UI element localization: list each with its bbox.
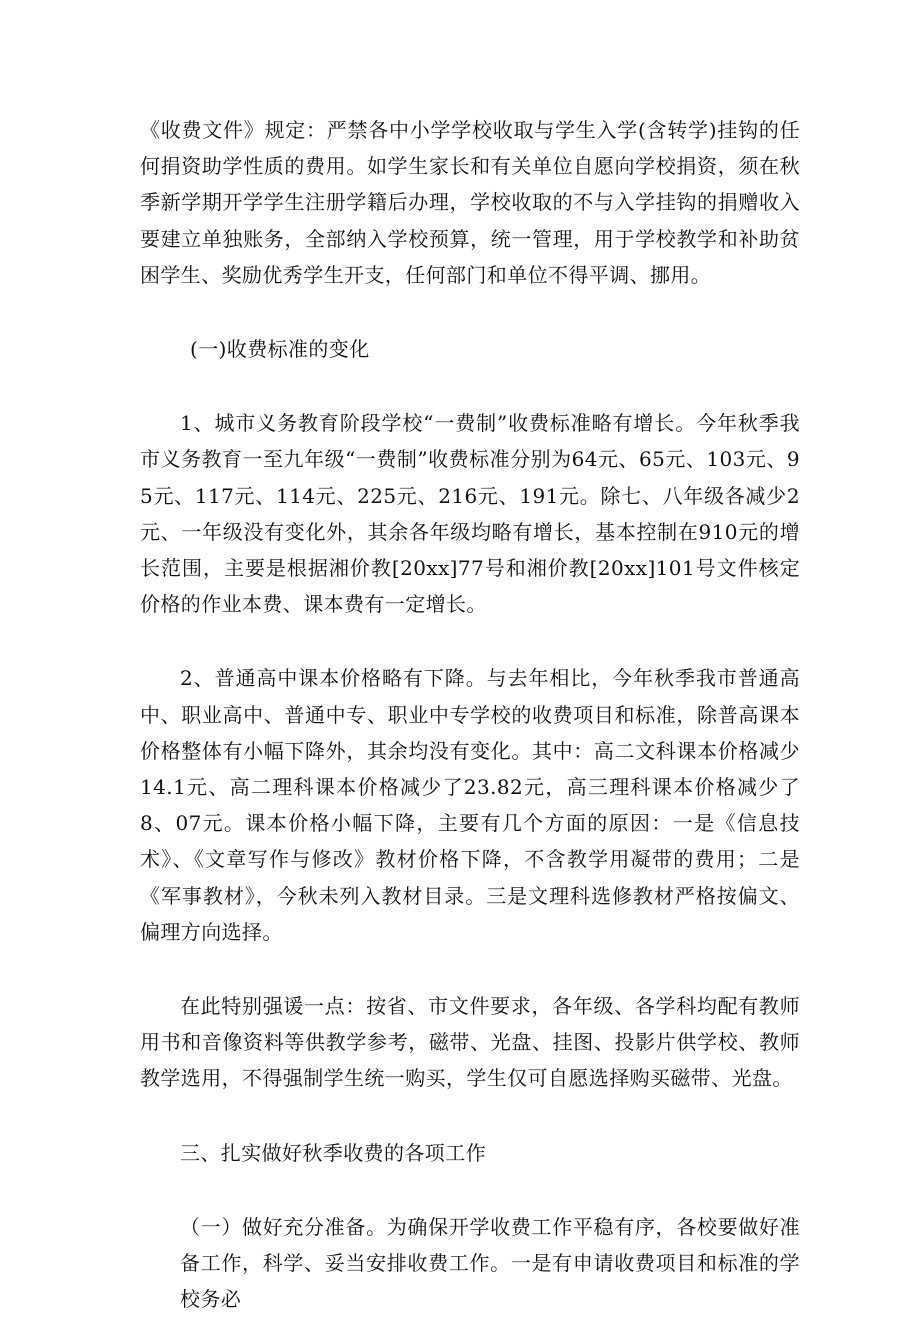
heading-fee-standard-changes: (一)收费标准的变化: [190, 337, 370, 362]
paragraph-high-school-textbook-prices: 2、普通高中课本价格略有下降。与去年相比，今年秋季我市普通高中、职业高中、普通中专、职业中专学校的收费项目和标准，除普高课本价格整体有小幅下降外，其余均没有变化。其中：高二文科课本价格减少14.1元、高二理科课本价格减少了23.82元，高三理科课本价格减少了8、07元。课本价格小幅下降，主要有几个方面的原因：一是《信息技术》、《文章写作与修改》教材价格下降，不含教学用凝带的费用；二是《军事教材》，今秋未列入教材目录。三是文理科选修教材严格按偏文、偏理方向选择。: [140, 666, 800, 944]
document-page: [140, 112, 800, 1317]
paragraph-donation-rules: 《收费文件》规定：严禁各中小学学校收取与学生入学(含转学)挂钩的任何捐资助学性质的费用。如学生家长和有关单位自愿向学校捐资，须在秋季新学期开学学生注册学籍后办理，学校收取的不与入学挂钩的捐赠收入要建立单独账务，全部纳入学校预算，统一管理，用于学校教学和补助贫困学生、奖励优秀学生开支，任何部门和单位不得平调、挪用。: [140, 118, 800, 287]
paragraph-compulsory-education-fees: 1、城市义务教育阶段学校“一费制”收费标准略有增长。今年秋季我市义务教育一至九年级“一费制”收费标准分别为64元、65元、103元、95元、117元、114元、225元、216元、191元。除七、八年级各减少2元、一年级没有变化外，其余各年级均略有增长，基本控制在910元的增长范围，主要是根据湘价教[20xx]77号和湘价教[20xx]101号文件核定价格的作业本费、课本费有一定增长。: [140, 411, 800, 617]
heading-section-three: 三、扎实做好秋季收费的各项工作: [180, 1140, 486, 1165]
paragraph-special-emphasis: 在此特别强谖一点：按省、市文件要求，各年级、各学科均配有教师用书和音像资料等供教学参考，磁带、光盘、挂图、投影片供学校、教师教学选用，不得强制学生统一购买，学生仅可自愿选择购买磁带、光盘。: [140, 994, 800, 1091]
paragraph-preparation: （一）做好充分准备。为确保开学收费工作平稳有序，各校要做好准备工作，科学、妥当安排收费工作。一是有申请收费项目和标准的学校务必: [180, 1214, 800, 1312]
